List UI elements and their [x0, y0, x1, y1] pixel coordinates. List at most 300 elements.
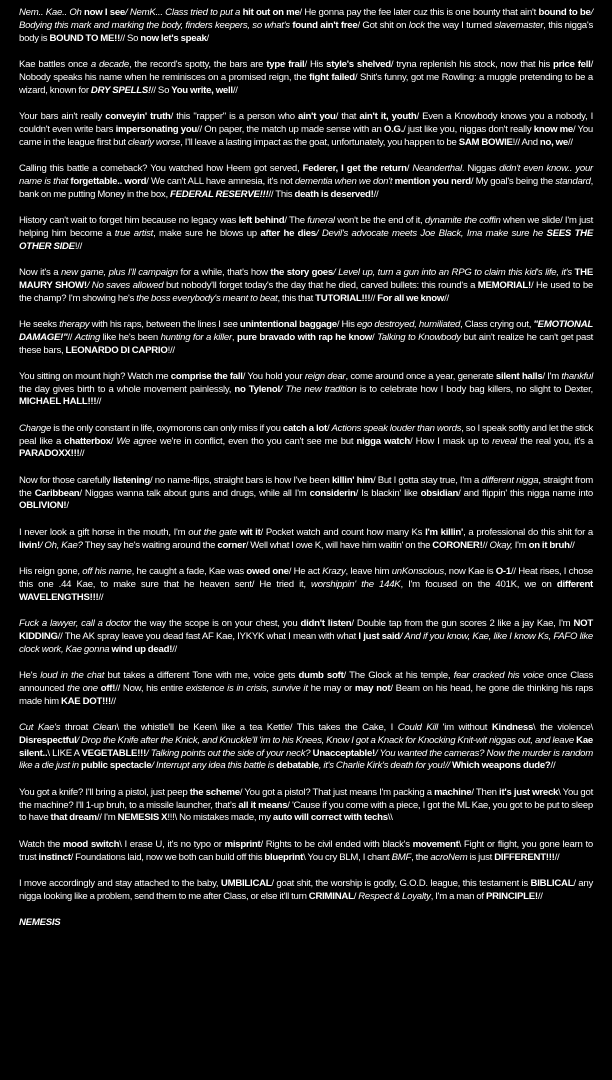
verse-text: existence is in crisis, survive it [185, 682, 308, 694]
verse-text: may not [354, 682, 391, 694]
verse-paragraph [19, 566, 593, 604]
verse-text: They say he's waiting around the [84, 539, 218, 551]
verse-text: Talking to Knowbody [377, 331, 461, 343]
verse-text: slavemaster [494, 19, 544, 31]
verse-text: He's [19, 670, 41, 681]
verse-text: I just said [358, 630, 400, 642]
verse-text: dynamite the coffin [424, 214, 501, 226]
verse-text: machine [434, 786, 472, 798]
verse-text: found ain't free [292, 19, 358, 31]
verse-text: DRY SPELLS! [90, 84, 151, 96]
verse-text: // So [150, 84, 172, 96]
verse-text: Now it's a [19, 266, 61, 278]
verse-text: ain't it, youth [359, 110, 417, 122]
verse-text: bound to be [538, 7, 591, 18]
verse-text: / You got a pistol? That just means I'm packing a [239, 786, 435, 798]
verse-text: , [231, 331, 237, 343]
verse-text: / No saves allowed [86, 279, 164, 291]
verse-text: impersonating you [115, 123, 198, 135]
signature: NEMESIS [19, 917, 61, 929]
verse-text: Caribbean [34, 487, 80, 499]
verse-text: auto will correct with techs [272, 812, 388, 824]
verse-text: !// [74, 240, 83, 252]
verse-text: / [406, 162, 413, 174]
verse-text: / Shit's funny, got me Rowling: a muggle pretending to be a wizard, known for [19, 71, 593, 96]
verse-text: BMF [391, 851, 412, 863]
verse-text: the boss everybody's meant to beat [136, 292, 278, 304]
verse-text: lock [408, 19, 425, 31]
verse-text: we're in conflict, even tho you can't see me but [156, 435, 357, 447]
verse-paragraph [19, 7, 593, 45]
verse-text: Krazy [322, 566, 346, 578]
verse-text: // [554, 851, 560, 863]
verse-text: / You came in the league first but [19, 123, 593, 148]
verse-text: Okay, [489, 539, 513, 551]
verse-text: Kae battles once [19, 58, 91, 70]
verse-text: the story goes [270, 266, 333, 278]
verse-text: PARADOXX!!! [19, 448, 80, 460]
verse-text: style's shelved [326, 58, 391, 70]
verse-text: no, we [539, 136, 568, 148]
verse-text: catch a lot [282, 422, 327, 434]
verse-text: public spectacle [81, 760, 152, 772]
verse-paragraph [19, 670, 593, 708]
verse-text: true artist [114, 227, 154, 239]
verse-text: mood switch [62, 838, 120, 850]
verse-text: Federer, I get the return [302, 162, 407, 174]
verse-text: it's just wreck [499, 786, 559, 798]
verse-text: / any nigga looking like a problem, send them to me after Class, or else it'll turn [19, 877, 594, 902]
verse-text: unintentional baggage [239, 318, 337, 330]
verse-text: worshippin' the 144K [311, 578, 401, 590]
verse-text: // [550, 760, 556, 772]
verse-text: / Then [471, 786, 500, 798]
verse-paragraph [19, 371, 593, 409]
verse-text: , he caught a fade, Kae was [131, 566, 247, 578]
verse-text: Nem.. Kae.. Oh [19, 7, 85, 18]
verse-text: , a professional do this shit for a [463, 526, 593, 538]
verse-text: / He gonna pay the fee later cuz this is one bounty that ain't [299, 7, 539, 18]
verse-paragraph [19, 59, 593, 97]
verse-text: / Oh, Kae? [39, 539, 85, 551]
verse-text: Clean [92, 721, 117, 733]
verse-text: // [569, 539, 575, 551]
verse-text: Neanderthal [412, 162, 462, 174]
verse-text: / Interrupt any idea this battle is [151, 760, 277, 772]
verse-text: \\ [387, 812, 393, 824]
verse-text: type frail [266, 58, 305, 70]
verse-text: comprise the fall [170, 370, 243, 382]
verse-text: off his name [82, 566, 132, 578]
verse-text: is the only constant in life, oxymorons can only miss if you [51, 422, 283, 434]
verse-text: like he's been [100, 331, 161, 343]
verse-paragraph [19, 163, 593, 201]
verse-text: / His [336, 318, 357, 330]
verse-text: BIBLICAL [530, 877, 574, 889]
verse-text: fear cracked his voice [453, 670, 544, 681]
verse-text: I never look a gift horse in the mouth, I'm [19, 526, 189, 538]
verse-text: Watch the [19, 838, 63, 850]
verse-text: dumb soft [298, 670, 344, 681]
verse-text: , this nigga's body is [19, 19, 594, 44]
verse-text: Actions speak louder than words [331, 422, 462, 434]
verse-text: BOUND TO ME!! [49, 32, 121, 44]
verse-text: he may or [307, 682, 355, 694]
verse-text: ego destroyed, humiliated [356, 318, 461, 330]
verse-text: Change [19, 422, 52, 434]
verse-text: / I'm [542, 370, 562, 382]
verse-text: Could Kill [397, 721, 438, 733]
verse-text: OBLIVION! [19, 500, 67, 512]
verse-text: is just [467, 851, 495, 863]
verse-paragraph [19, 111, 593, 149]
verse-text: You write, well [171, 84, 233, 96]
verse-text: / tryna replenish his stock, now that his [390, 58, 553, 70]
verse-text: after he dies [260, 227, 316, 239]
verse-text: / We can't ALL have amnesia, it's not [146, 175, 295, 187]
verse-text: // [96, 396, 102, 408]
verse-text: UMBILICAL [220, 877, 272, 889]
verse-text: listening [112, 474, 151, 486]
verse-text: hit out on me [242, 7, 300, 18]
verse-text: , come around once a year, generate [345, 370, 496, 382]
verse-text: / How I mask up to [409, 435, 493, 447]
verse-text: didn't listen [300, 618, 352, 630]
verse-text: / And if you know, Kae, like I know Ks, FAFO like clock work, Kae gonna [19, 630, 594, 655]
verse-text: / [206, 32, 209, 44]
verse-paragraph [19, 267, 593, 305]
verse-text: reign dear [304, 370, 346, 382]
verse-text: // [373, 188, 379, 200]
verse-paragraph [19, 319, 593, 357]
verse-text: / My goal's being the [470, 175, 556, 187]
verse-text: didn't even know.. your name is that [19, 162, 593, 187]
verse-text: // [444, 292, 449, 304]
verse-text: / You wanted the cameras? Now the murder is random like a die just in [19, 747, 594, 772]
verse-text: on it bruh [528, 539, 570, 551]
verse-text: // [482, 539, 490, 551]
verse-text: wit it [239, 526, 261, 538]
verse-text: // The AK spray leave you dead fast AF Kae, IYKYK what I mean with what [57, 630, 359, 642]
verse-text: dementia when we don't [294, 175, 393, 187]
verse-text: no Tylenol [234, 383, 280, 395]
verse-text: , I'm a man of [430, 890, 486, 902]
verse-text: / Well what I owe K, will have him waitin' on the [245, 539, 433, 551]
verse-text: // [567, 136, 573, 148]
verse-text: // [370, 292, 378, 304]
verse-text: CRIMINAL [308, 890, 354, 902]
verse-text: Kindness [491, 721, 534, 733]
verse-text: / Rights to be civil ended with black's [260, 838, 413, 850]
verse-text: , so I speak softly and let the stick peal like a [19, 422, 594, 447]
verse-text: / just like you, niggas don't really [403, 123, 534, 135]
verse-text: DIFFERENT!!! [494, 851, 555, 863]
verse-text: / His [304, 58, 327, 70]
verse-text: movement [412, 838, 459, 850]
verse-text: standard [555, 175, 591, 187]
verse-text: // I'm [96, 812, 118, 824]
verse-text: PRINCIPLE! [485, 890, 538, 902]
verse-text: / [326, 422, 332, 434]
verse-text: therapy [59, 318, 90, 330]
verse-text: / The new tradition [279, 383, 357, 395]
verse-text: \ the violence\ [533, 721, 593, 733]
verse-text: // [232, 84, 238, 96]
verse-text: the day gives birth to a whole movement painlessly, [19, 383, 235, 395]
verse-text: Now for those carefully [19, 474, 113, 486]
verse-text: / [372, 331, 378, 343]
verse-text: reveal [492, 435, 517, 447]
verse-text: Unacceptable! [312, 747, 375, 759]
verse-text: / this "rapper" is a person who [170, 110, 299, 122]
verse-text: I move accordingly and stay attached to the baby, [19, 877, 221, 889]
verse-text: livin! [19, 539, 40, 551]
verse-text: but nobody'll forget today's the day that he died, carved bullets: this round's a [163, 279, 478, 291]
verse-text: / and flippin' this nigga name into [458, 487, 594, 499]
verse-text: KAE DOT!!! [60, 695, 111, 707]
verse-text: all it means [238, 799, 288, 811]
verse-text: now let's speak [140, 32, 207, 44]
verse-text: // This [268, 188, 295, 200]
verse-text: nigga watch [356, 435, 410, 447]
verse-text: // On paper, the match up made sense with an [197, 123, 384, 135]
verse-text: !// [167, 344, 175, 356]
verse-text: He seeks [19, 318, 60, 330]
verse-text: / Even a Knowbody knows you a nobody, I couldn't even write bars [19, 110, 593, 135]
verse-text: the way the scope is on your chest, you [130, 618, 301, 630]
verse-text: / Double tap from the gun scores 2 like a jay Kae, I'm [351, 618, 574, 630]
verse-text: silent halls [495, 370, 543, 382]
verse-text: CORONER! [432, 539, 483, 551]
verse-text: obsidian [420, 487, 459, 499]
verse-text: with his raps, between the lines I see [89, 318, 240, 330]
verse-text: misprint [224, 838, 261, 850]
verse-text: !// And [512, 136, 540, 148]
verse-text: won't be the end of it, [334, 214, 425, 226]
verse-text: Fuck a lawyer, call a doctor [19, 618, 131, 630]
verse-text: , I'll leave a lasting impact as the goat, unfortunately, you happen to be [180, 136, 459, 148]
verse-text: / Drop the Knife after the Knick, and Knuckle'll 'im to his Knees, Know I got a Knack for Knocking Knit-wit niggas out, and leave [76, 734, 577, 746]
verse-text: \ Fight or flight, you gone learn to trust [19, 838, 593, 863]
verse-text: new game, plus I'll campaign [60, 266, 178, 278]
verse-text: / [110, 435, 117, 447]
verse-text: O-1 [495, 566, 511, 578]
verse-paragraph [19, 475, 593, 513]
verse-text: , make sure he blows up [153, 227, 261, 239]
verse-text: / [66, 500, 69, 512]
verse-text: Kae silent.. [19, 734, 593, 759]
verse-text: // Heat rises, I chose this one .44 Kae, to make sure that he heaven sent/ He tried it, [19, 566, 593, 590]
verse-text: THE MAURY SHOW! [19, 266, 593, 291]
verse-text: mention you nerd [394, 175, 471, 187]
verse-text: NEMESIS X [117, 812, 168, 824]
verse-text: Disrespectful [19, 734, 77, 746]
verse-text: funeral [307, 214, 335, 226]
verse-text: blueprint [264, 851, 304, 863]
verse-text: !!!\ No mistakes made, my [167, 812, 273, 824]
verse-text: // [537, 890, 543, 902]
verse-text: , the record's spotty, the bars are [128, 58, 267, 70]
verse-text: MICHAEL HALL!!! [19, 396, 97, 408]
verse-text: a decade [90, 58, 129, 70]
verse-text: the one [67, 682, 98, 694]
verse-text: considerin [309, 487, 356, 499]
verse-text: O.G. [383, 123, 404, 135]
verse-text: wind up dead! [111, 643, 173, 655]
verse-text: We agree [116, 435, 157, 447]
verse-text: Respect & Loyalty [358, 890, 431, 902]
verse-text: , this that [277, 292, 316, 304]
verse-text: owed one [246, 566, 289, 578]
verse-text: / 'Cause if you come with a piece, I got the ML Kae, you got to be put to sleep to have [19, 799, 593, 824]
verse-text: ain't you [298, 110, 336, 122]
verse-text: 'im without [438, 721, 492, 733]
verse-text: / Level up, turn a gun into an RPG to claim this kid's life, it's [332, 266, 575, 278]
verse-text: "EMOTIONAL DAMAGE!" [19, 318, 593, 343]
verse-text: . Niggas [461, 162, 500, 174]
verse-text: different WAVELENGTHS!!! [19, 578, 593, 603]
verse-text: , I'm focused on the 401K, we on [400, 578, 557, 590]
verse-paragraph [19, 527, 593, 553]
verse-text: clearly worse [127, 136, 181, 148]
verse-text: throat [60, 721, 93, 733]
verse-text: fight failed [309, 71, 355, 83]
verse-text: TUTORIAL!!! [315, 292, 371, 304]
verse-text: History can't wait to forget him because no legacy was [19, 214, 239, 226]
verse-text: / Devil's advocate meets Joe Black, Ima make sure he [315, 227, 547, 239]
verse-text: , now Kae is [443, 566, 496, 578]
verse-text: the real you, it's a [516, 435, 594, 447]
verse-text: Which weapons dude? [451, 760, 551, 772]
verse-text: the way I turned [424, 19, 495, 31]
verse-text: but takes a different Tone with me, voice gets [104, 670, 299, 681]
verse-text: LEONARDO DI CAPRIO [65, 344, 168, 356]
verse-text: His reign gone, [19, 566, 83, 578]
verse-text: price fell [552, 58, 591, 70]
verse-text: // [79, 448, 85, 460]
verse-text: / Foundations laid, now we both can build off this [70, 851, 265, 863]
verse-text: killin' him [331, 474, 373, 486]
verse-text: instinct [38, 851, 71, 863]
verse-text: , Class crying out, [460, 318, 534, 330]
verse-text: / no name-flips, straight bars is how I've been [150, 474, 332, 486]
verse-text: off! [100, 682, 116, 694]
verse-text: // [172, 643, 177, 655]
verse-text: / The Glock at his temple, [343, 670, 454, 681]
verse-text: SAM BOWIE [458, 136, 513, 148]
verse-text: unKonscious [391, 566, 444, 578]
verse-text: Calling this battle a comeback? You watched how Heem got served, [19, 162, 303, 174]
verse-text: for a while, that's how [177, 266, 271, 278]
verse-text: / goat shit, the worship is godly, G.O.D. league, this testament is [271, 877, 531, 889]
verse-text: different nigga [481, 474, 539, 486]
verse-paragraph [19, 787, 593, 825]
verse-text: / NemK... Class tried to put a [125, 7, 243, 18]
verse-text: You sitting on mount high? Watch me [19, 370, 171, 382]
verse-paragraph [19, 215, 593, 253]
verse-text: / [353, 890, 359, 902]
verse-text: corner [217, 539, 246, 551]
verse-text: MEMORIAL! [477, 279, 531, 291]
verse-text: NOT KIDDING [19, 618, 593, 642]
verse-paragraph [19, 839, 593, 865]
verse-text: that dream [50, 812, 97, 824]
verse-text: FEDERAL RESERVE!!! [170, 188, 269, 200]
verse-text: \ the whistle'll be Keen\ like a tea Kettle/ This takes the Cake, I [116, 721, 398, 733]
verse-text: left behind [238, 214, 285, 226]
verse-text: now I see [84, 7, 125, 18]
verse-text: , leave him [345, 566, 392, 578]
verse-text: You got a knife? I'll bring a pistol, just peep [19, 786, 190, 798]
verse-text: / Niggas wanna talk about guns and drugs, while all I'm [79, 487, 310, 499]
verse-text: / You hold your [242, 370, 305, 382]
verse-text: / Beam on his head, he gone die thinking his raps made him [19, 682, 593, 707]
verse-text: / Bodying this mark and marking the body, finders keepers, so what's [19, 7, 594, 31]
verse-text: I'm [512, 539, 529, 551]
verse-text: conveyin' truth [105, 110, 171, 122]
verse-text: acroNem [430, 851, 468, 863]
verse-text: death is deserved! [294, 188, 374, 200]
verse-text: , straight from the [19, 474, 594, 499]
verse-text: , the [411, 851, 431, 863]
verse-text: // [110, 695, 116, 707]
verse-text: \ You got the machine? I'll 1-up bruh, to a missile launcher, that's [19, 786, 594, 811]
verse-text: I'm killin' [425, 526, 464, 538]
verse-paragraph [19, 618, 593, 656]
verse-text: the scheme [189, 786, 240, 798]
verse-text: Cut Kae's [19, 721, 61, 733]
verse-text: know me [533, 123, 573, 135]
verse-text: / He act [288, 566, 323, 578]
verse-text: // [67, 331, 75, 343]
verse-text: // So [120, 32, 141, 44]
verse-text: debatable [276, 760, 319, 772]
verse-text: \ I erase U, it's no typo or [119, 838, 225, 850]
verse-text: / Got shit on [357, 19, 409, 31]
verse-text: / He used to be the champ? I'm showing he's [19, 279, 593, 304]
verse-text: / Pocket watch and count how many Ks [260, 526, 426, 538]
verse-text: For all we know [377, 292, 445, 304]
verse-text: chatterbox [64, 435, 111, 447]
verse-text: // Now, his entire [115, 682, 186, 694]
verses-container [19, 7, 593, 904]
verse-paragraph [19, 423, 593, 461]
verse-text: out the gate [188, 526, 237, 538]
verse-text: when we slide/ I'm just helping him become a [19, 214, 594, 239]
verse-text: VEGETABLE!!! [81, 747, 147, 759]
verse-text: Your bars ain't really [19, 110, 106, 122]
verse-paragraph [19, 878, 593, 904]
verse-text: / Is blackin' like [355, 487, 421, 499]
verse-text: pure bravado with rap he know [236, 331, 373, 343]
verse-text: / The [284, 214, 308, 226]
verse-text: / But I gotta stay true, I'm a [372, 474, 482, 486]
verse-text: / Nobody speaks his name when he reminisces on a promised reign, the [19, 58, 593, 83]
verse-text: , it's Charlie Kirk's death for you!// [318, 760, 452, 772]
verse-text: \ You cry BLM, I chant [303, 851, 392, 863]
verse-text: forgettable.. word [70, 175, 147, 187]
verse-text: loud in the chat [40, 670, 105, 681]
verse-text: but ain't realize he can't get past these bars, [19, 331, 594, 356]
verse-text: is to celebrate how I body bag killers, no slight to Dexter, [356, 383, 593, 395]
verse-text: / that [335, 110, 360, 122]
verse-text: Acting [74, 331, 101, 343]
verse-text: \ LIKE A [47, 747, 82, 759]
verse-text: SEES THE OTHER SIDE [19, 227, 594, 252]
verse-text: // [98, 591, 104, 603]
verse-text: , bank on me putting Money in the box, [19, 175, 593, 200]
verse-paragraph [19, 722, 593, 773]
